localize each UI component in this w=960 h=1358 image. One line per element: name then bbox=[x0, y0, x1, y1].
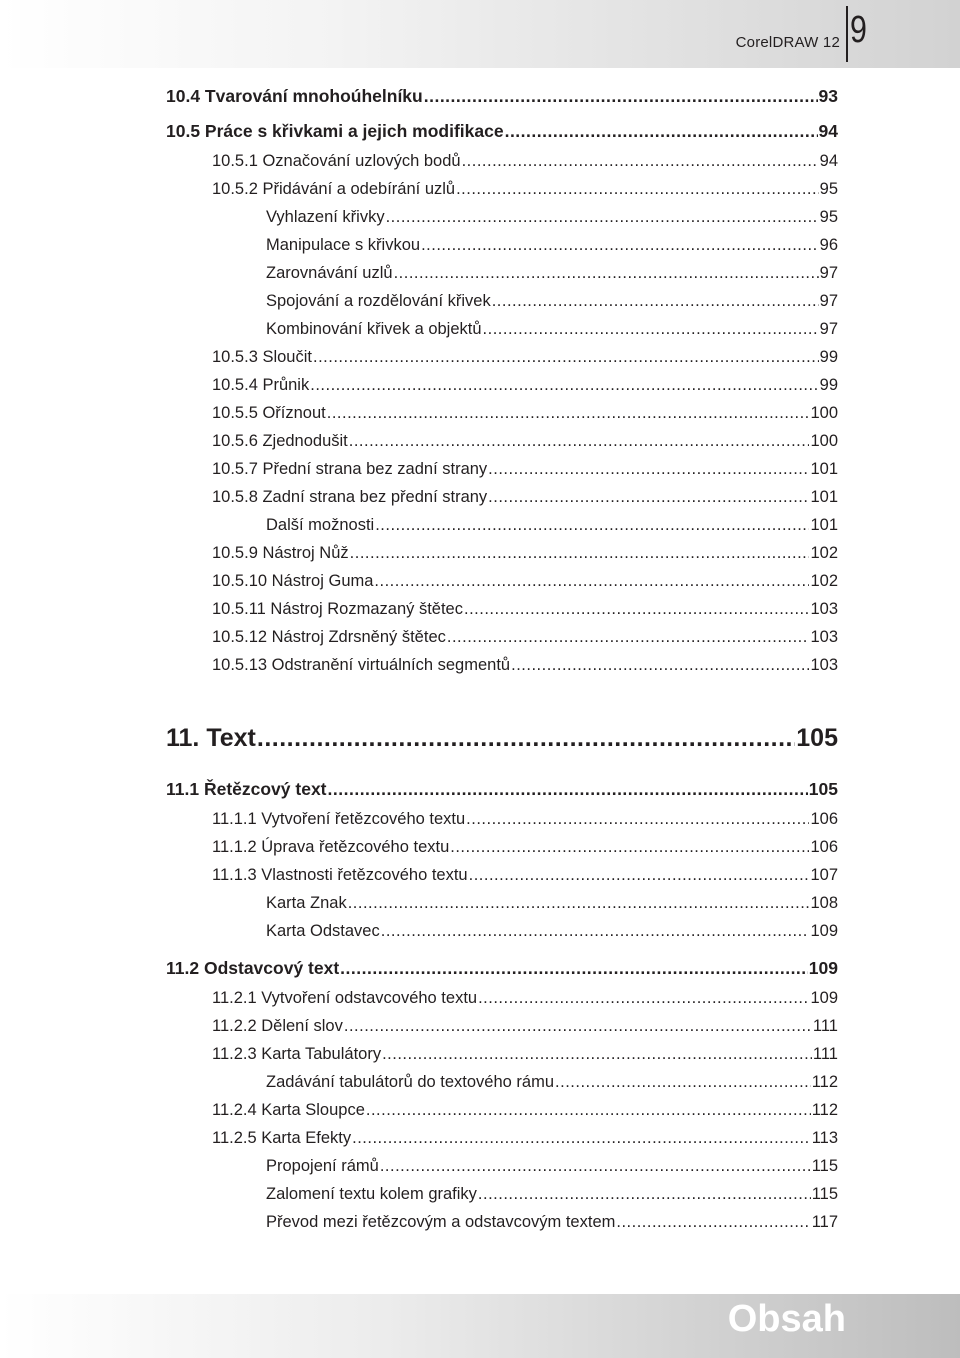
toc-entry-title: 10.5.10 Nástroj Guma bbox=[212, 572, 374, 590]
toc-entry[interactable] bbox=[266, 208, 838, 230]
toc-entry-title: Vyhlazení křivky bbox=[266, 208, 385, 226]
toc-dot-leader bbox=[492, 292, 819, 311]
toc-entry[interactable] bbox=[212, 989, 838, 1011]
toc-entry-page: 112 bbox=[811, 1101, 838, 1119]
toc-entry-title: 11.2.3 Karta Tabulátory bbox=[212, 1045, 382, 1063]
toc-entry[interactable] bbox=[212, 838, 838, 860]
toc-entry[interactable] bbox=[166, 121, 838, 143]
toc-entry-page: 107 bbox=[810, 866, 838, 884]
toc-entry-page: 103 bbox=[810, 628, 838, 646]
toc-entry-page: 93 bbox=[818, 86, 838, 106]
toc-entry[interactable] bbox=[212, 376, 838, 398]
toc-dot-leader bbox=[488, 488, 809, 507]
toc-entry-title: 10.5.8 Zadní strana bez přední strany bbox=[212, 488, 488, 506]
toc-entry[interactable] bbox=[266, 1213, 838, 1235]
toc-entry[interactable] bbox=[212, 1101, 838, 1123]
toc-dot-leader bbox=[505, 121, 818, 142]
toc-entry-title: 10.5.6 Zjednodušit bbox=[212, 432, 348, 450]
toc-entry[interactable] bbox=[266, 1157, 838, 1179]
toc-entry[interactable] bbox=[212, 348, 838, 370]
toc-entry-title: 10.4 Tvarování mnohoúhelníku bbox=[166, 86, 423, 106]
toc-entry[interactable] bbox=[212, 488, 838, 510]
toc-entry-title: 10.5.1 Označování uzlových bodů bbox=[212, 152, 461, 170]
toc-entry[interactable] bbox=[212, 544, 838, 566]
toc-entry-title: Zarovnávání uzlů bbox=[266, 264, 393, 282]
toc-entry[interactable] bbox=[212, 628, 838, 650]
toc-entry[interactable] bbox=[266, 292, 838, 314]
toc-dot-leader bbox=[348, 894, 810, 913]
toc-entry-title: 10.5.7 Přední strana bez zadní strany bbox=[212, 460, 488, 478]
toc-entry[interactable] bbox=[166, 86, 838, 108]
toc-dot-leader bbox=[421, 236, 819, 255]
toc-dot-leader bbox=[511, 656, 809, 675]
header-product-name: CorelDRAW 12 bbox=[735, 34, 840, 51]
toc-entry-page: 106 bbox=[810, 810, 838, 828]
toc-dot-leader bbox=[313, 348, 819, 367]
footer-section-label: Obsah bbox=[727, 1298, 846, 1340]
toc-entry[interactable] bbox=[266, 264, 838, 286]
toc-entry-title: 10.5.12 Nástroj Zdrsněný štětec bbox=[212, 628, 446, 646]
toc-entry[interactable] bbox=[266, 1185, 838, 1207]
toc-entry-page: 117 bbox=[811, 1213, 838, 1231]
toc-entry-page: 112 bbox=[811, 1073, 838, 1091]
toc-entry-title: 11.1 Řetězcový text bbox=[166, 779, 327, 799]
toc-entry-title: 11.1.3 Vlastnosti řetězcového textu bbox=[212, 866, 468, 884]
toc-entry-title: Manipulace s křivkou bbox=[266, 236, 421, 254]
toc-entry-page: 97 bbox=[819, 264, 838, 282]
toc-entry-title: Karta Znak bbox=[266, 894, 347, 912]
toc-dot-leader bbox=[327, 404, 810, 423]
toc-entry-title: 10.5.2 Přidávání a odebírání uzlů bbox=[212, 180, 456, 198]
toc-entry-page: 100 bbox=[810, 432, 838, 450]
toc-entry-title: Karta Odstavec bbox=[266, 922, 380, 940]
toc-entry-page: 105 bbox=[808, 779, 838, 799]
toc-entry-title: 10.5.3 Sloučit bbox=[212, 348, 312, 366]
toc-entry-title: Převod mezi řetězcovým a odstavcovým textem bbox=[266, 1213, 616, 1231]
toc-entry-title: 10.5.4 Průnik bbox=[212, 376, 310, 394]
toc-entry[interactable] bbox=[212, 404, 838, 426]
toc-dot-leader bbox=[462, 152, 819, 171]
toc-entry-page: 95 bbox=[819, 180, 838, 198]
toc-dot-leader bbox=[344, 1017, 812, 1036]
toc-entry-page: 97 bbox=[819, 292, 838, 310]
toc-entry-page: 96 bbox=[819, 236, 838, 254]
toc-dot-leader bbox=[394, 264, 819, 283]
toc-entry-page: 99 bbox=[819, 376, 838, 394]
toc-entry[interactable] bbox=[212, 600, 838, 622]
toc-entry-page: 103 bbox=[810, 600, 838, 618]
toc-dot-leader bbox=[366, 1101, 811, 1120]
toc-dot-leader bbox=[350, 544, 810, 563]
toc-entry-title: Zalomení textu kolem grafiky bbox=[266, 1185, 477, 1203]
toc-entry-page: 106 bbox=[810, 838, 838, 856]
toc-entry[interactable] bbox=[212, 1045, 838, 1067]
toc-entry-title: 10.5.13 Odstranění virtuálních segmentů bbox=[212, 656, 511, 674]
toc-entry-page: 105 bbox=[796, 724, 838, 752]
toc-entry-page: 109 bbox=[808, 958, 838, 978]
toc-entry[interactable] bbox=[212, 432, 838, 454]
toc-dot-leader bbox=[483, 320, 819, 339]
toc-entry-page: 109 bbox=[810, 922, 838, 940]
toc-dot-leader bbox=[328, 779, 808, 800]
toc-entry-title: 11. Text bbox=[166, 724, 256, 752]
toc-entry[interactable] bbox=[266, 320, 838, 342]
toc-entry-title: 10.5.9 Nástroj Nůž bbox=[212, 544, 349, 562]
toc-entry-title: 11.2.5 Karta Efekty bbox=[212, 1129, 352, 1147]
toc-entry-page: 100 bbox=[810, 404, 838, 422]
toc-entry-page: 109 bbox=[810, 989, 838, 1007]
toc-entry-page: 113 bbox=[811, 1129, 838, 1147]
toc-entry-title: 11.2.1 Vytvoření odstavcového textu bbox=[212, 989, 478, 1007]
toc-entry-page: 101 bbox=[810, 488, 838, 506]
toc-entry-title: 11.1.2 Úprava řetězcového textu bbox=[212, 838, 450, 856]
toc-entry[interactable] bbox=[212, 1129, 838, 1151]
toc-dot-leader bbox=[257, 724, 795, 753]
toc-entry-page: 101 bbox=[810, 460, 838, 478]
toc-dot-leader bbox=[375, 516, 809, 535]
toc-dot-leader bbox=[464, 600, 809, 619]
toc-dot-leader bbox=[450, 838, 809, 857]
toc-entry-page: 95 bbox=[819, 208, 838, 226]
toc-entry[interactable] bbox=[166, 724, 838, 756]
toc-dot-leader bbox=[382, 1045, 812, 1064]
toc-entry[interactable] bbox=[212, 866, 838, 888]
toc-entry[interactable] bbox=[212, 1017, 838, 1039]
toc-entry-page: 102 bbox=[810, 572, 838, 590]
toc-dot-leader bbox=[616, 1213, 810, 1232]
toc-entry-title: Propojení rámů bbox=[266, 1157, 379, 1175]
toc-entry[interactable] bbox=[212, 180, 838, 202]
toc-entry[interactable] bbox=[266, 922, 838, 944]
toc-entry-page: 108 bbox=[810, 894, 838, 912]
toc-dot-leader bbox=[478, 989, 809, 1008]
toc-dot-leader bbox=[447, 628, 810, 647]
toc-entry[interactable] bbox=[212, 152, 838, 174]
toc-entry-title: Zadávání tabulátorů do textového rámu bbox=[266, 1073, 555, 1091]
toc-entry-page: 99 bbox=[819, 348, 838, 366]
toc-entry-page: 97 bbox=[819, 320, 838, 338]
toc-dot-leader bbox=[466, 810, 809, 829]
toc-entry-title: Kombinování křivek a objektů bbox=[266, 320, 482, 338]
toc-entry-title: 11.2.2 Dělení slov bbox=[212, 1017, 343, 1035]
toc-dot-leader bbox=[380, 1157, 811, 1176]
toc-dot-leader bbox=[456, 180, 819, 199]
toc-entry-title: 10.5.5 Oříznout bbox=[212, 404, 326, 422]
toc-entry-title: 11.2 Odstavcový text bbox=[166, 958, 340, 978]
toc-entry-page: 94 bbox=[818, 121, 838, 141]
toc-entry[interactable] bbox=[212, 460, 838, 482]
toc-entry[interactable] bbox=[266, 1073, 838, 1095]
toc-entry[interactable] bbox=[212, 572, 838, 594]
toc-entry-page: 102 bbox=[810, 544, 838, 562]
toc-entry-page: 103 bbox=[810, 656, 838, 674]
toc-entry-title: Spojování a rozdělování křivek bbox=[266, 292, 491, 310]
toc-entry-title: 11.1.1 Vytvoření řetězcového textu bbox=[212, 810, 466, 828]
toc-entry-title: 10.5.11 Nástroj Rozmazaný štětec bbox=[212, 600, 463, 618]
toc-entry[interactable] bbox=[266, 894, 838, 916]
toc-entry[interactable] bbox=[212, 656, 838, 678]
toc-entry-page: 111 bbox=[812, 1017, 838, 1035]
toc-entry-page: 111 bbox=[812, 1045, 838, 1063]
toc-entry-title: 11.2.4 Karta Sloupce bbox=[212, 1101, 365, 1119]
toc-dot-leader bbox=[469, 866, 810, 885]
toc-dot-leader bbox=[478, 1185, 811, 1204]
toc-dot-leader bbox=[386, 208, 819, 227]
toc-entry-page: 115 bbox=[811, 1185, 838, 1203]
toc-entry-page: 94 bbox=[819, 152, 838, 170]
toc-entry[interactable] bbox=[166, 779, 838, 801]
toc-dot-leader bbox=[555, 1073, 811, 1092]
toc-entry[interactable] bbox=[266, 516, 838, 538]
toc-entry-page: 115 bbox=[811, 1157, 838, 1175]
toc-dot-leader bbox=[310, 376, 818, 395]
toc-dot-leader bbox=[424, 86, 818, 107]
toc-entry[interactable] bbox=[212, 810, 838, 832]
toc-dot-leader bbox=[374, 572, 809, 591]
toc-dot-leader bbox=[340, 958, 808, 979]
toc-dot-leader bbox=[488, 460, 809, 479]
toc-dot-leader bbox=[381, 922, 810, 941]
toc-entry[interactable] bbox=[266, 236, 838, 258]
toc-dot-leader bbox=[349, 432, 810, 451]
toc-entry-page: 101 bbox=[810, 516, 838, 534]
toc-entry[interactable] bbox=[166, 958, 838, 980]
toc-entry-title: 10.5 Práce s křivkami a jejich modifikace bbox=[166, 121, 504, 141]
toc-dot-leader bbox=[352, 1129, 811, 1148]
header-page-number: 9 bbox=[850, 9, 867, 51]
toc-entry-title: Další možnosti bbox=[266, 516, 375, 534]
